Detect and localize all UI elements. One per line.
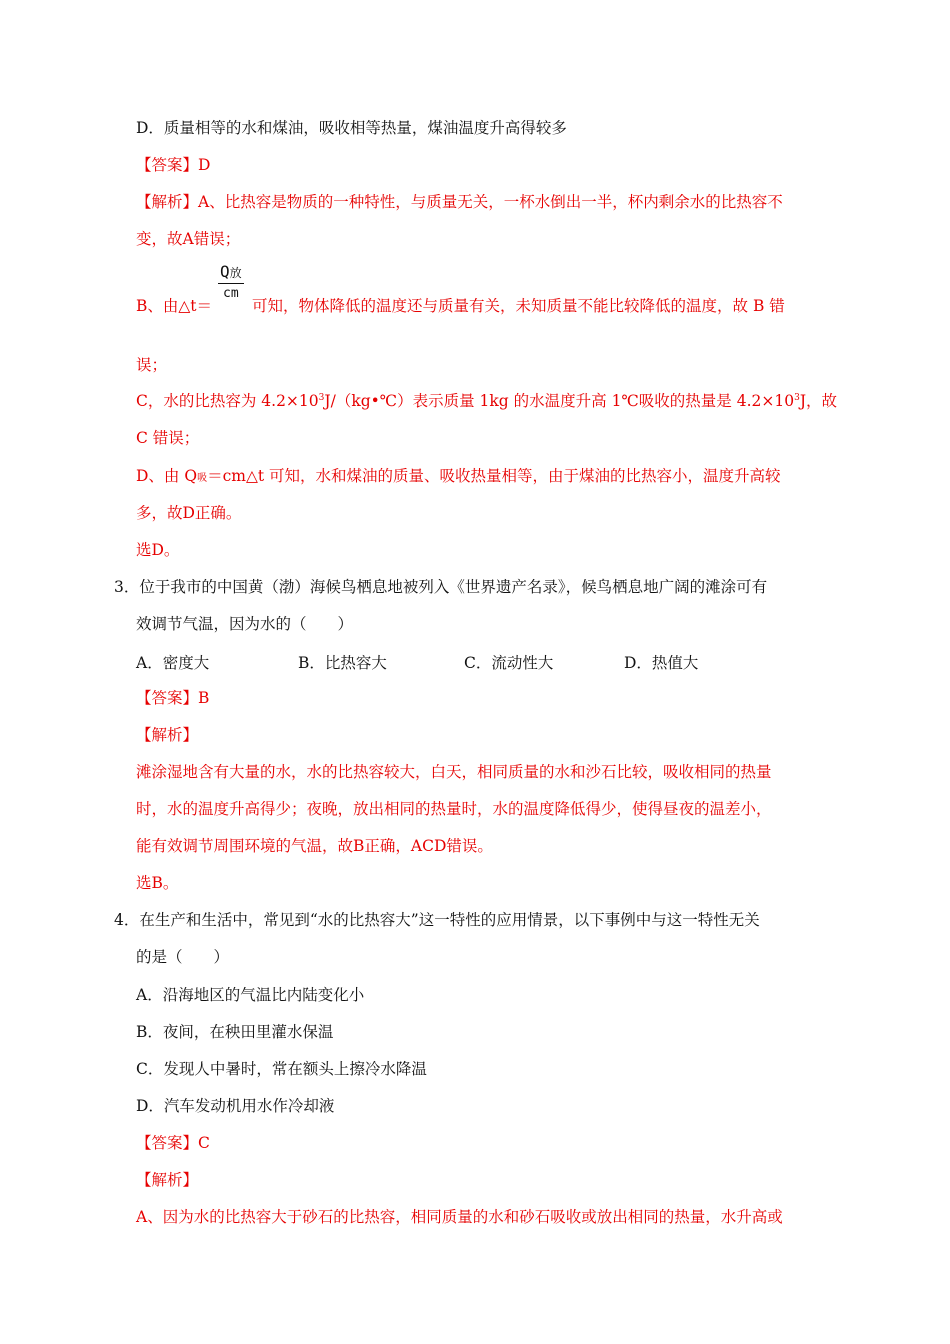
q3-answer: 【答案】B [136,689,210,707]
q2-b-prefix: B、由△t＝ [136,297,213,315]
q3-stem-line2: 效调节气温，因为水的（ ） [136,615,354,633]
q2-c-line1 [136,391,837,411]
q2-c-exponent-1: 3 [318,393,325,403]
q2-d-text-b: ＝cm△t 可知，水和煤油的质量、吸收热量相等，由于煤油的比热容小，温度升高较 [207,467,781,485]
q2-b-suffix: 可知，物体降低的温度还与质量有关，未知质量不能比较降低的温度，故 B 错 [252,297,785,315]
q3-explanation-line3: 能有效调节周围环境的气温，故B正确，ACD错误。 [136,837,493,855]
q2-c-exponent-2: 3 [794,393,800,403]
q3-option-a: A．密度大 [136,654,210,672]
q3-stem-line1: 3．位于我市的中国黄（渤）海候鸟栖息地被列入《世界遗产名录》，候鸟栖息地广阔的滩涂可有 [114,578,768,596]
q4-option-b: B．夜间，在秧田里灌水保温 [136,1023,334,1041]
q2-select: 选D。 [136,541,180,559]
q4-stem-line1: 4．在生产和生活中，常见到“水的比热容大”这一特性的应用情景，以下事例中与这一特性无关 [114,911,760,929]
q4-option-c: C．发现人中暑时，常在额头上擦冷水降温 [136,1060,427,1078]
q3-explanation-line2: 时，水的温度升高得少；夜晚，放出相同的热量时，水的温度降低得少，使得昼夜的温差小， [136,800,772,818]
q2-d-text-a: D、由 Q [136,467,198,485]
q2-d-subscript: 吸 [197,473,208,484]
q3-select: 选B。 [136,874,179,892]
q2-c-text-a: C，水的比热容为 4.2×10 [136,392,319,410]
q2-b-line2: 误； [136,356,168,374]
q4-option-d: D．汽车发动机用水作冷却液 [136,1097,335,1115]
q2-analysis-line1: 【解析】A、比热容是物质的一种特性，与质量无关，一杯水倒出一半，杯内剩余水的比热容不 [136,193,783,211]
q3-option-d: D．热值大 [624,654,699,672]
q4-stem-line2: 的是（ ） [136,948,230,966]
q4-explanation-line1: A、因为水的比热容大于砂石的比热容，相同质量的水和砂石吸收或放出相同的热量，水升高或 [136,1208,783,1226]
q2-option-d: D．质量相等的水和煤油，吸收相等热量，煤油温度升高得较多 [136,119,567,137]
fraction-numerator: Q [220,262,230,281]
q3-explanation-line1: 滩涂湿地含有大量的水，水的比热容较大，白天，相同质量的水和沙石比较，吸收相同的热量 [136,763,772,781]
q4-option-a: A．沿海地区的气温比内陆变化小 [136,986,365,1004]
q2-c-text-b: J/（kg•℃）表示质量 1kg 的水温度升高 1℃吸收的热量是 4.2×10 [324,392,795,410]
fraction-numerator-subscript: 放 [229,266,242,280]
q4-analysis-label: 【解析】 [136,1171,199,1189]
q2-d-line2: 多，故D正确。 [136,504,242,522]
q2-b-line1 [136,296,785,316]
q2-c-text-c: J，故 [799,392,838,410]
q2-c-line2: C 错误； [136,429,200,447]
q3-option-c: C．流动性大 [464,654,554,672]
fraction-denominator: cm [223,286,239,301]
q4-answer: 【答案】C [136,1134,210,1152]
q2-answer: 【答案】D [136,156,211,174]
q3-option-b: B．比热容大 [298,654,387,672]
q2-d-line1 [136,466,781,489]
q2-analysis-line2: 变，故A错误； [136,230,241,248]
q3-analysis-label: 【解析】 [136,726,199,744]
